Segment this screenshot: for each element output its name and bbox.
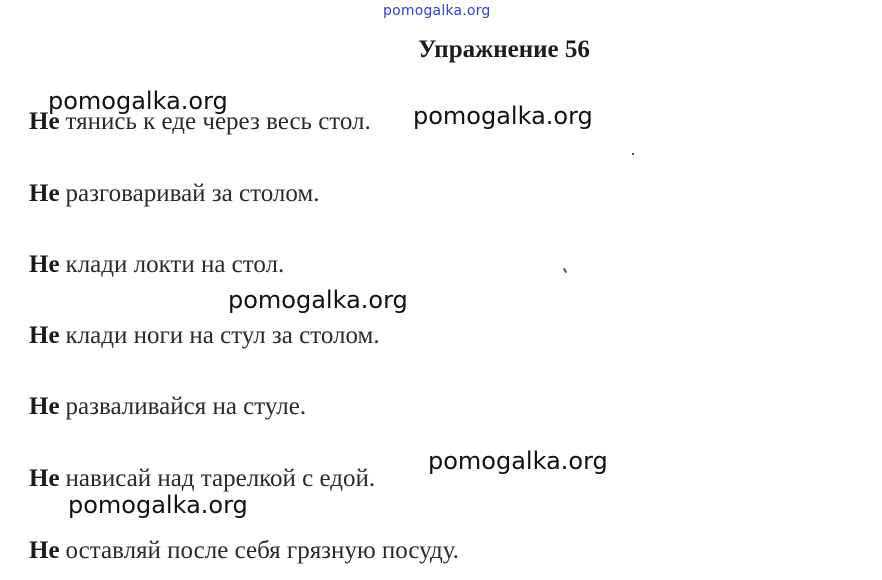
rule-text: нависай над тарелкой с едой.	[65, 465, 376, 492]
scan-speck	[632, 153, 634, 155]
rule-text: разговаривай за столом.	[65, 180, 320, 207]
rule-text: тянись к еде через весь стол.	[65, 108, 371, 135]
rule-negation: Не	[29, 251, 60, 278]
rule-line	[29, 180, 319, 208]
rule-text: разваливайся на стуле.	[65, 393, 307, 420]
rule-negation: Не	[29, 322, 60, 349]
rule-line	[29, 465, 375, 493]
rule-negation: Не	[29, 108, 60, 135]
rule-line	[29, 537, 459, 565]
exercise-title: Упражнение 56	[418, 36, 590, 63]
watermark: pomogalka.org	[48, 87, 228, 115]
rule-line	[29, 322, 380, 350]
scan-speck	[563, 268, 567, 273]
rule-negation: Не	[29, 393, 60, 420]
rule-negation: Не	[29, 465, 60, 492]
rule-negation: Не	[29, 180, 60, 207]
rule-text: оставляй после себя грязную посуду.	[65, 537, 460, 564]
watermark: pomogalka.org	[428, 447, 608, 475]
rule-negation: Не	[29, 537, 60, 564]
rule-line	[29, 251, 284, 279]
watermark: pomogalka.org	[68, 491, 248, 519]
rule-text: клади локти на стол.	[65, 251, 285, 278]
watermark: pomogalka.org	[413, 102, 593, 130]
watermark: pomogalka.org	[228, 286, 408, 314]
site-header-link[interactable]: pomogalka.org	[383, 3, 491, 19]
rule-text: клади ноги на стул за столом.	[65, 322, 380, 349]
rule-line	[29, 393, 306, 421]
